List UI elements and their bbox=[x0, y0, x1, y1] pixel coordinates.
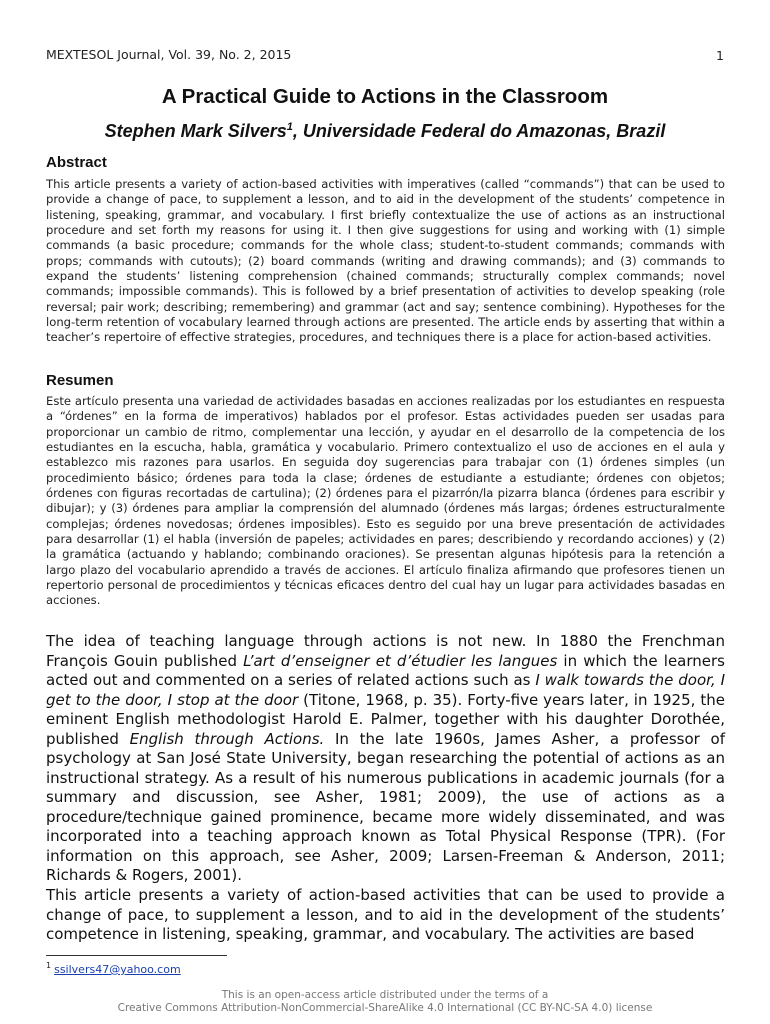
author-affiliation: , Universidade Federal do Amazonas, Brazil bbox=[292, 121, 666, 141]
page-number: 1 bbox=[716, 48, 724, 63]
footnote-divider bbox=[46, 955, 227, 956]
author-name: Stephen Mark Silvers bbox=[104, 121, 287, 141]
article-title: A Practical Guide to Actions in the Classroom bbox=[161, 85, 609, 108]
license-line-1: This is an open-access article distributed under the terms of a bbox=[221, 989, 549, 1001]
abstract-heading: Abstract bbox=[46, 154, 107, 171]
license-line-2[interactable]: Creative Commons Attribution-NonCommercial-ShareAlike 4.0 International (CC BY-NC-SA 4.0) license bbox=[117, 1001, 653, 1014]
body-text-segment: (Titone, 1968, p. 35). Forty-five years later, in 1925, the eminent English methodologist Harold E. Palmer, together with his daughter Dorothée, published bbox=[46, 690, 726, 748]
body-text-segment: The idea of teaching language through actions is not new. In 1880 the Frenchman François Gouin published bbox=[46, 632, 725, 670]
footnote-mark: 1 bbox=[46, 961, 52, 970]
resumen-text: Este artículo presenta una variedad de actividades basadas en acciones realizadas por los estudiantes en respuesta a “órdenes” en la forma de imperativos) hablados por el profesor. Estas actividades pueden ser usadas para proporcionar un cambio de ritmo, complementar una lección, y ayudar en el desarrollo de la competencia de los estudiantes en la escucha, habla, gramática y vocabulario. Primero contextualizo el uso de acciones en el aula y establezco mis razones para usarlos. En seguida doy sugerencias para trabajar con (1) órdenes simples (un procedimiento básico; órdenes para toda la clase; órdenes de estudiante a estudiante; órdenes con objetos; órdenes con figuras recortadas de cartulina); (2) órdenes para el pizarrón/la pizarra blanca (órdenes para escribir y dibujar); y (3) órdenes para ampliar la comprensión del alumnado (órdenes más largas; órdenes estructuralmente complejas; órdenes novedosas; órdenes imposibles). Esto es seguido por una breve presentación de actividades para desarrollar (1) el habla (inversión de papeles; actividades en pares; describiendo y recordando acciones) y (2) la gramática (actuando y hablando; combinando oraciones). Se presentan algunas hipótesis para la retención a largo plazo del vocabulario aprendido a través de acciones. El artículo finaliza afirmando que profesores tienen un repertorio personal de procedimientos y técnicas eficaces dentro del cual hay un lugar para actividades basadas en acciones. bbox=[46, 394, 725, 608]
author-footnote-mark[interactable]: 1 bbox=[286, 121, 293, 133]
body-paragraph-2: This article presents a variety of action-based activities that can be used to provide a change of pace, to supplement a lesson, and to aid in the development of the students’ competence in listening, speaking, grammar, and vocabulary. The activities are based bbox=[46, 886, 725, 943]
body-text-segment: In the late 1960s, James Asher, a professor of psychology at San José State University, began researching the potential of actions as an instructional strategy. As a result of his numerous publications in academic journals (for a summary and discussion, see Asher, 1981; 2009), the use of actions as a procedure/technique gained prominence, became more widely disseminated, and was incorporated into a teaching approach known as Total Physical Response (TPR). (For information on this approach, see Asher, 2009; Larsen-Freeman & Anderson, 2011; Richards & Rogers, 2001). bbox=[46, 729, 725, 884]
example-action-series: I walk towards the door, I get to the door, I stop at the door bbox=[46, 671, 726, 709]
body-text-segment: in which the learners acted out and commented on a series of related actions such as bbox=[46, 651, 725, 689]
resumen-heading: Resumen bbox=[46, 372, 114, 389]
author-email-link[interactable]: ssilvers47@yahoo.com bbox=[54, 963, 181, 976]
abstract-text: This article presents a variety of action-based activities with imperatives (called “commands”) that can be used to provide a change of pace, to supplement a lesson, and to aid in the development of the students’ competence in listening, speaking, grammar, and vocabulary. I first briefly contextualize the use of actions as an instructional procedure and set forth my reasons for using it. I then give suggestions for using and working with (1) simple commands (a basic procedure; commands for the whole class; student-to-student commands; commands with props; commands with cutouts); (2) board commands (writing and drawing commands); and (3) commands to expand the students’ listening comprehension (chained commands; structurally complex commands; novel commands; impossible commands). This is followed by a brief presentation of activities to develop speaking (role reversal; pair work; describing; remembering) and grammar (act and say; sentence combining). Hypotheses for the long-term retention of vocabulary learned through actions are presented. The article ends by asserting that within a teacher’s repertoire of effective strategies, procedures, and techniques there is a place for action-based activities. bbox=[46, 177, 725, 345]
author-byline bbox=[0, 121, 770, 142]
journal-running-head: MEXTESOL Journal, Vol. 39, No. 2, 2015 bbox=[46, 47, 292, 62]
book-title-palmer: English through Actions. bbox=[129, 729, 325, 748]
footnote bbox=[46, 961, 181, 976]
body-paragraph-1 bbox=[46, 632, 725, 886]
license-notice bbox=[0, 989, 770, 1014]
book-title-gouin: L’art d’enseigner et d’étudier les langues bbox=[243, 651, 558, 670]
